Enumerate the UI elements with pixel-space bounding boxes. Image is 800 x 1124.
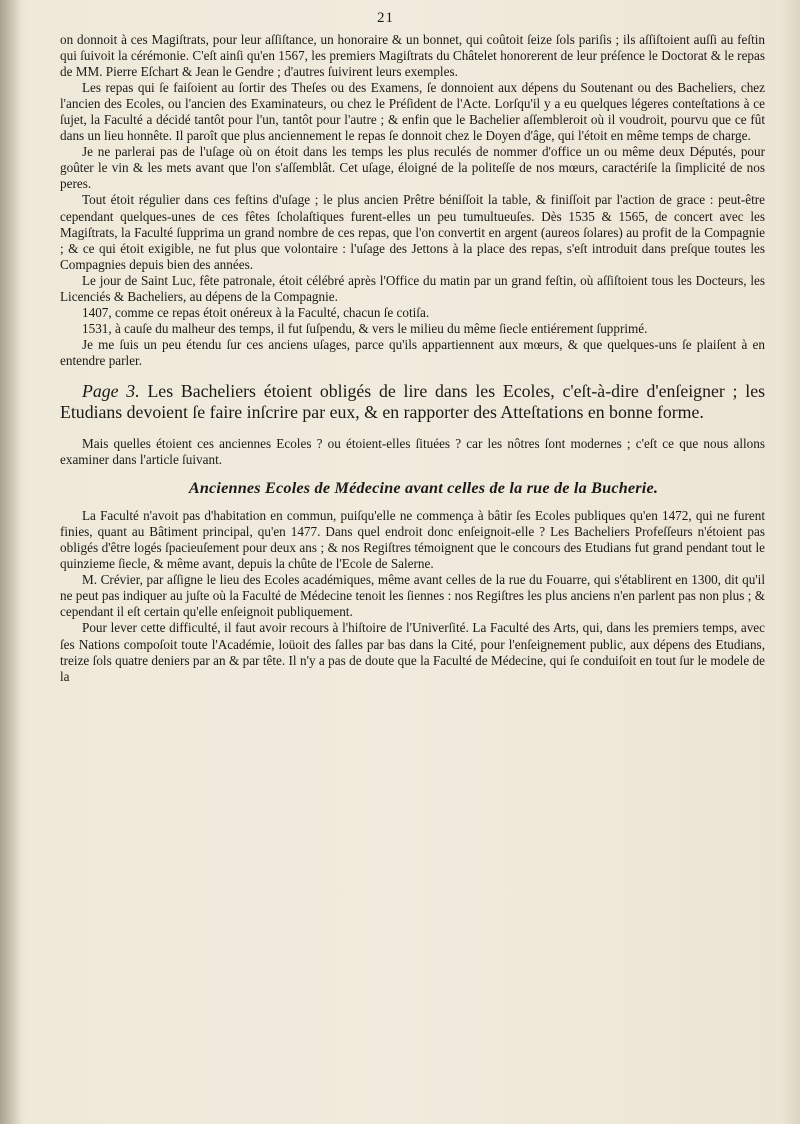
paragraph-3: Je ne parlerai pas de l'uſage où on étoit dans les temps les plus reculés de nommer d'office un ou même deux Députés, pour goûter le vin & les mets avant que l'on s'aſſemblât. Cet uſage, éloigné de la politeſſe de nos mœurs, caractériſe la ſimplicité de nos peres. xyxy=(60,144,765,192)
paragraph-1: on donnoit à ces Magiſtrats, pour leur aſſiſtance, un honoraire & un bonnet, qui coûtoit ſeize ſols pariſis ; ils aſſiſtoient auſſi au feſtin qui ſuivoit la cérémonie. C'eſt ainſi qu'en 1567, les premiers Magiſtrats du Châtelet honorerent de leur préſence le Doctorat & le repas de MM. Pierre Eſchart & Jean le Gendre ; d'autres ſuivirent leurs exemples. xyxy=(60,32,765,80)
paragraph-5: Le jour de Saint Luc, fête patronale, étoit célébré après l'Office du matin par un grand feſtin, où aſſiſtoient tous les Docteurs, les Licenciés & Bacheliers, au dépens de la Compagnie. xyxy=(60,272,765,304)
page-number: 21 xyxy=(377,10,394,26)
binding-shadow xyxy=(0,0,22,1124)
paragraph-10: M. Crévier, par aſſigne le lieu des Ecoles académiques, même avant celles de la rue du Fouarre, qui s'établirent en 1300, dit qu'il ne peut pas indiquer au juſte où la Faculté de Médecine tenoit les ſiennes : nos Regiſtres les plus anciens n'en parlent pas non plus ; & cependant il eſt certain qu'elle enſeignoit publiquement. xyxy=(60,572,765,620)
paragraph-7: 1531, à cauſe du malheur des temps, il fut ſuſpendu, & vers le milieu du même ſiecle entiérement ſupprimé. xyxy=(82,320,648,336)
paragraph-11: Pour lever cette difficulté, il faut avoir recours à l'hiſtoire de l'Univerſité. La Faculté des Arts, qui, dans les premiers temps, avec ſes Nations compoſoit toute l'Académie, loüoit des ſalles par bas dans la Cité, pour l'enſeignement public, aux dépens des Etudians, treize ſols quatre deniers par an & par tête. Il n'y a pas de doute que la Faculté de Médecine, qui ſe conduiſoit en tout ſur le modele de la xyxy=(60,620,765,684)
paragraph-4: Tout étoit régulier dans ces feſtins d'uſage ; le plus ancien Prêtre béniſſoit la table, & finiſſoit par l'action de grace : peut-être cependant quelques-unes de ces fêtes ſcholaſtiques furent-elles un peu tumultueuſes. Dès 1535 & 1565, de concert avec les Magiſtrats, la Faculté ſupprima un grand nombre de ces repas, que l'on convertit en argent (aureos ſolares) au profit de la Compagnie ; & ce qui étoit exigible, ne fut plus que volontaire : l'uſage des Jettons à la place des repas, s'eſt introduit dans preſque toutes les Compagnies depuis bien des années. xyxy=(60,192,765,272)
paragraph-after-reference: Mais quelles étoient ces anciennes Ecoles ? ou étoient-elles ſituées ? car les nôtres ſont modernes ; c'eſt ce que nous allons examiner dans l'article ſuivant. xyxy=(60,435,765,468)
paragraph-2: Les repas qui ſe faiſoient au ſortir des Theſes ou des Examens, ſe donnoient aux dépens du Soutenant ou des Bacheliers, chez l'ancien des Ecoles, ou l'ancien des Examinateurs, ou chez le Préſident de l'Acte. Lorſqu'il y a eu quelques légeres conteſtations à ce ſujet, la Faculté a décidé tantôt pour l'un, tantôt pour l'autre ; & enfin que le Bachelier aſſembleroit où il voudroit, pourvu que ce fût dans un lieu honnête. Il paroît que plus anciennement le repas ſe donnoit chez le Doyen d'âge, qui l'étoit en même temps de charge. xyxy=(60,80,765,144)
page-body xyxy=(60,32,765,685)
paragraph-8: Je me ſuis un peu étendu ſur ces anciens uſages, parce qu'ils appartiennent aux mœurs, & que quelques-uns ſe plaiſent à en entendre parler. xyxy=(60,336,765,368)
paragraph-9: La Faculté n'avoit pas d'habitation en commun, puiſqu'elle ne commença à bâtir ſes Ecoles publiques qu'en 1472, qui ne furent finies, quant au Bâtiment principal, qu'en 1477. Dans quel endroit donc enſeignoit-elle ? Les Bacheliers Profeſſeurs n'étoient pas obligés d'être logés ſpacieuſement pour deux ans ; & nos Regiſtres témoignent que le concours des Etudians fut grand pendant tout le quinzieme ſiecle, & même avant, depuis la chûte de l'Ecole de Salerne. xyxy=(60,508,765,572)
page-reference-label: Page 3. xyxy=(82,380,140,401)
page-reference-heading xyxy=(60,381,765,424)
section-title: Anciennes Ecoles de Médecine avant celles de la rue de la Bucherie. xyxy=(188,479,659,498)
paragraph-6: 1407, comme ce repas étoit onéreux à la Faculté, chacun ſe cotiſa. xyxy=(82,304,430,320)
page-reference-text: Les Bacheliers étoient obligés de lire dans les Ecoles, c'eſt-à-dire d'enſeigner ; les Etudians devoient ſe faire inſcrire par eux, & en rapporter des Atteſtations en bonne forme. xyxy=(60,380,766,423)
